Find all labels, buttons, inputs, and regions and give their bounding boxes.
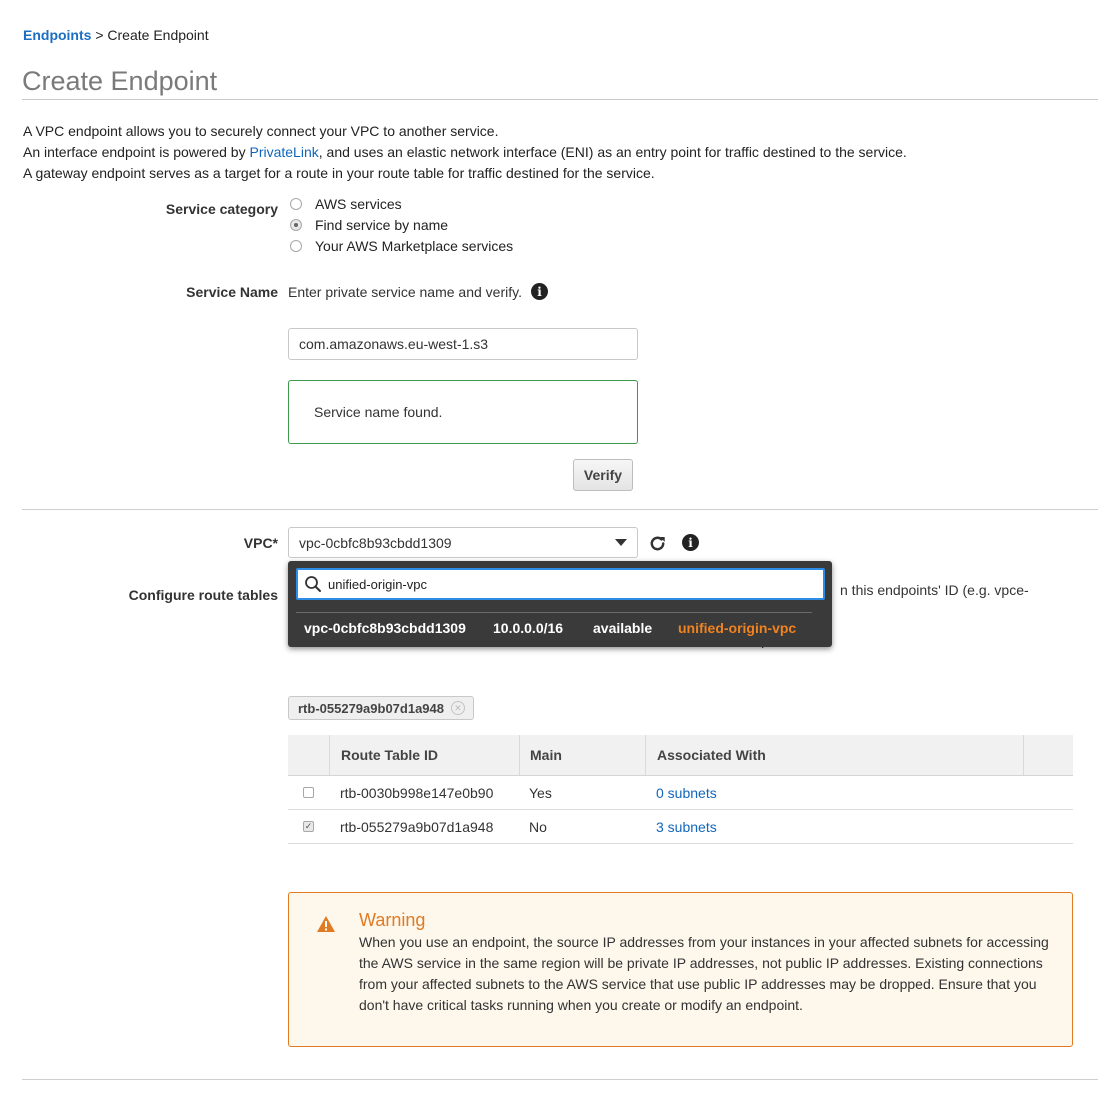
subnets-link[interactable]: 0 subnets <box>656 784 717 801</box>
intro-line-3: A gateway endpoint serves as a target for a route in your route table for traffic destined for the service. <box>23 165 655 181</box>
row-select-cell <box>288 776 329 809</box>
warning-icon <box>316 915 336 933</box>
breadcrumb-separator: > <box>95 27 104 43</box>
cell-main: Yes <box>529 784 552 801</box>
subnets-link[interactable]: 3 subnets <box>656 818 717 835</box>
vpc-option-id: vpc-0cbfc8b93cbdd1309 <box>304 620 466 636</box>
vpc-option[interactable] <box>288 614 832 642</box>
cell-empty <box>1023 776 1073 809</box>
breadcrumb-link-endpoints[interactable]: Endpoints <box>23 27 92 43</box>
caret-down-icon <box>615 539 627 546</box>
search-icon <box>304 575 322 593</box>
page-title: Create Endpoint <box>22 66 218 96</box>
route-tables-hint-tail: n this endpoints' ID (e.g. vpce- <box>840 582 1029 598</box>
header-select-col <box>288 735 329 775</box>
vpc-option-state: available <box>593 620 653 636</box>
column-header-associated-with[interactable]: Associated With <box>645 735 1023 775</box>
table-row[interactable] <box>288 776 1073 810</box>
vpc-select-value: vpc-0cbfc8b93cbdd1309 <box>299 534 452 551</box>
column-header-route-table-id[interactable]: Route Table ID <box>329 735 519 775</box>
radio-label: Find service by name <box>315 216 449 233</box>
vpc-select[interactable] <box>288 527 638 558</box>
table-row[interactable] <box>288 810 1073 844</box>
intro-text <box>23 121 907 184</box>
radio-option-aws-services[interactable] <box>290 193 513 214</box>
service-category-label: Service category <box>165 201 278 217</box>
vpc-dropdown-menu <box>288 561 832 647</box>
cell-associated-with <box>645 810 1023 843</box>
vpc-search-value: unified-origin-vpc <box>328 576 427 592</box>
vpc-option-cidr: 10.0.0.0/16 <box>493 620 564 636</box>
vpc-search-input[interactable] <box>296 568 825 600</box>
verify-button[interactable]: Verify <box>573 459 633 491</box>
cell-route-table-id: rtb-0030b998e147e0b90 <box>340 784 494 801</box>
breadcrumb-current: Create Endpoint <box>107 27 209 43</box>
table-header <box>288 735 1073 776</box>
radio-option-marketplace[interactable] <box>290 235 513 256</box>
refresh-icon[interactable] <box>648 534 667 553</box>
service-name-label: Service Name <box>186 284 278 300</box>
title-divider <box>22 99 1098 100</box>
intro-line-2-end: , and uses an elastic network interface (ENI) as an entry point for traffic destined to the service. <box>318 144 907 160</box>
service-category-radio-group <box>290 193 513 256</box>
warning-body: When you use an endpoint, the source IP addresses from your instances in your affected subnets for accessing the AWS service in the same region will be private IP addresses, not public IP addresses. Existing connections from your affected subnets to the AWS service that use public IP addresses may be dropped. Ensure that you don't have critical tasks running when you create or modify an endpoint. <box>359 934 1049 1013</box>
radio-button-selected[interactable] <box>290 219 302 231</box>
radio-button[interactable] <box>290 198 302 210</box>
intro-line-2 <box>23 142 907 163</box>
bottom-divider <box>22 1079 1098 1080</box>
radio-label: Your AWS Marketplace services <box>315 237 514 254</box>
intro-line-2-start: An interface endpoint is powered by <box>23 144 250 160</box>
vpc-option-name: unified-origin-vpc <box>678 620 797 636</box>
chip-label: rtb-055279a9b07d1a948 <box>298 700 444 716</box>
dropdown-separator <box>296 612 812 613</box>
radio-option-find-by-name[interactable] <box>290 214 513 235</box>
selected-route-table-chip <box>288 696 474 720</box>
column-header-main[interactable]: Main <box>519 735 645 775</box>
cell-route-table-id: rtb-055279a9b07d1a948 <box>340 818 494 835</box>
radio-label: AWS services <box>315 195 402 212</box>
info-icon[interactable]: i <box>531 283 548 300</box>
warning-title: Warning <box>359 910 426 930</box>
breadcrumb <box>23 27 209 43</box>
row-checkbox[interactable] <box>303 787 314 798</box>
service-found-message: Service name found. <box>288 380 638 444</box>
cell-empty <box>1023 810 1073 843</box>
vpc-label: VPC* <box>243 535 278 551</box>
privatelink-link[interactable]: PrivateLink <box>249 144 319 160</box>
intro-line-1: A VPC endpoint allows you to securely connect your VPC to another service. <box>23 123 499 139</box>
cell-associated-with <box>645 776 1023 809</box>
radio-button[interactable] <box>290 240 302 252</box>
row-select-cell <box>288 810 329 843</box>
service-name-hint: Enter private service name and verify. <box>288 284 522 300</box>
cell-main: No <box>529 818 547 835</box>
route-table-grid <box>288 735 1073 844</box>
service-name-input[interactable]: com.amazonaws.eu-west-1.s3 <box>288 328 638 360</box>
row-checkbox-checked[interactable]: ✓ <box>304 821 313 831</box>
chip-remove-icon[interactable]: ✕ <box>451 701 465 715</box>
section-divider <box>22 509 1098 510</box>
warning-alert <box>288 892 1073 1047</box>
column-header-empty <box>1023 735 1073 775</box>
info-icon[interactable]: i <box>682 534 699 551</box>
route-tables-label: Configure route tables <box>128 587 278 603</box>
